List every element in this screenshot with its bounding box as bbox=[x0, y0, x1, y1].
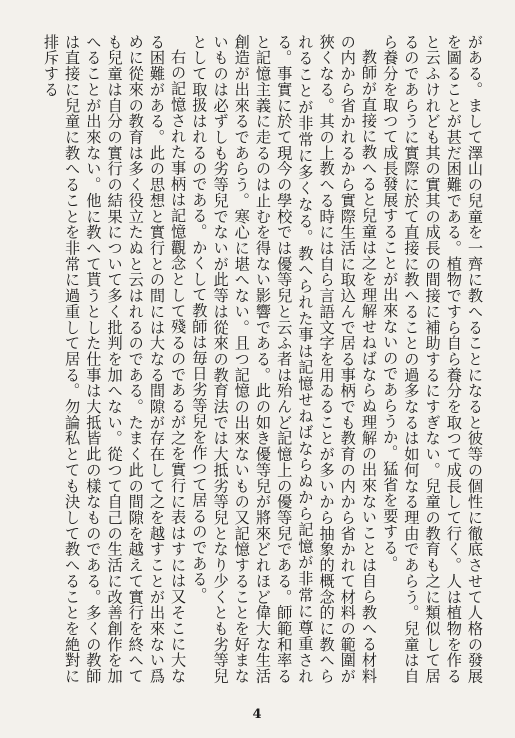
paragraph-2: 教師が直接に教へると兒童は之を理解せねばならぬ理解の出來ないことは自ら教へる材料の内から省かれるから實際生活に取込んで居る事柄でも教育の内から省かれて材料の範圍が狹くなる。其の上教へる時には自ら言語文字を用ゐることが多いから抽象的概念的に教へられることが非常に多くなる。教へられた事は記憶せねばならぬから記憶が非常に尊重される。事實に於て現今の學校では優等兒と云ふ者は殆んど記憶上の優等兒である。師範和率ると記憶主義に走るのは止むを得ない影響である。此の如き優等兒が將來どれほど偉大な生活創造が出來るであらう。寒心に堪へない。且つ記憶の出來ないもの又記憶することを好まないものは必ずしも劣等兒でないが此等は從來の教育法では大抵劣等兒となり少くとも劣等兒として取扱はれるのである。かくして教師は毎日劣等兒を作つて居るのである。 bbox=[190, 34, 378, 684]
paragraph-1: がある。まして澤山の兒童を一齊に教へることになると彼等の個性に徹底させて人格の發展を圖ることが甚だ困難である。植物ですら自ら養分を取つて成長して行く。人は植物を作ると云ふけれども其の實其の成長の間接に補助するにすぎない。兒童の教育も之に類似して居るのであらうに實際に於て直接に教へることの過多なるは如何なる理由であらう。兒童は自ら養分を取つて成長發展することが出來ないのであらうか。猛省を要する。 bbox=[381, 34, 484, 684]
page-number: 4 bbox=[252, 707, 263, 722]
paragraph-3: 右の記憶された事柄は記憶觀念として殘るのであるが之を實行に表はすには又そこに大なる困難がある。此の思想と實行との間には大なる間隙が存在して之を越すことが出來ない爲めに從來の教育は多く役立たぬと云はれるのである。たまく此の間隙を越えて實行を終へても兒童は自分の實行の結果について多く批判を加へない。從つて自己の生活に改善創作を加へることが出來ない。他に教へて貰うとした仕事は大抵皆此の樣なものである。多くの教師は直接に兒童に教へることを非常に過重して居る。勿論私とても決して教へることを絶對に排斥する bbox=[41, 34, 188, 684]
vertical-text-body bbox=[27, 34, 485, 684]
